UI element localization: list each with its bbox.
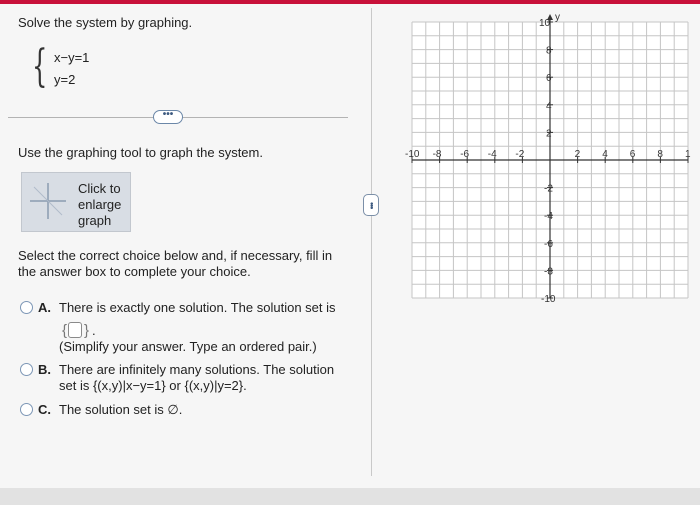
enlarge-label-line2: enlarge <box>78 197 122 212</box>
x-tick-label: -6 <box>460 149 470 160</box>
answer-period: . <box>92 323 96 338</box>
answer-input[interactable] <box>68 322 82 338</box>
x-tick-label: -10 <box>405 149 420 160</box>
choice-a-note: (Simplify your answer. Type an ordered pair.) <box>59 339 317 354</box>
brace-icon: { <box>32 41 48 92</box>
more-button[interactable]: ••• <box>153 110 183 124</box>
y-tick-label: -8 <box>544 266 553 278</box>
bottom-strip <box>0 488 700 505</box>
y-tick-label: -6 <box>544 238 553 250</box>
choice-a-radio[interactable] <box>20 301 33 314</box>
choice-b-text: There are infinitely many solutions. The solution <box>59 362 335 377</box>
y-tick-label: 6 <box>546 73 552 85</box>
y-tick-label: 8 <box>546 45 552 57</box>
y-axis-label: y <box>555 14 560 23</box>
y-tick-label: 4 <box>546 100 552 112</box>
x-tick-label: 4 <box>602 149 608 160</box>
enlarge-label <box>78 181 121 229</box>
x-tick-label: -2 <box>515 149 525 160</box>
x-tick-label: 2 <box>574 149 581 160</box>
y-tick-label: -2 <box>544 183 553 195</box>
choice-b-text-2: set is {(x,y)|x−y=1} or {(x,y)|y=2}. <box>59 378 247 393</box>
enlarge-graph-button[interactable] <box>21 172 131 232</box>
enlarge-label-line3: graph <box>78 213 112 228</box>
x-tick-label: 1 <box>685 149 691 160</box>
svg-text:}: } <box>84 322 90 339</box>
coordinate-grid[interactable] <box>404 14 692 314</box>
graph-thumbnail-icon <box>28 181 68 221</box>
answer-box[interactable] <box>62 321 90 339</box>
graph-instruction: Use the graphing tool to graph the system. <box>18 145 263 160</box>
y-tick-label: -10 <box>541 294 556 305</box>
x-tick-label: 6 <box>629 149 636 160</box>
equation-2: y=2 <box>54 72 76 87</box>
y-tick-label: -4 <box>544 211 553 223</box>
y-tick-label: 10 <box>539 18 551 29</box>
choice-a-text: There is exactly one solution. The solution set is <box>59 300 336 315</box>
choice-b-radio[interactable] <box>20 363 33 376</box>
enlarge-label-line1: Click to <box>78 181 121 196</box>
choice-c-radio[interactable] <box>20 403 33 416</box>
choice-c-letter: C. <box>38 402 51 417</box>
y-tick-label: 2 <box>546 128 552 140</box>
x-tick-label: 8 <box>657 149 663 160</box>
choice-c-text: The solution set is ∅. <box>59 402 183 417</box>
question-prompt: Solve the system by graphing. <box>18 15 193 30</box>
x-tick-label: -8 <box>432 149 442 160</box>
equation-1: x−y=1 <box>54 50 90 65</box>
choice-b-letter: B. <box>38 362 51 377</box>
pane-resize-handle[interactable]: ••• <box>363 194 379 216</box>
pane-divider <box>371 8 372 476</box>
x-tick-label: -4 <box>487 149 497 160</box>
select-instruction: Select the correct choice below and, if necessary, fill in the answer box to complete your choice. <box>18 248 333 279</box>
svg-text:{: { <box>62 322 68 339</box>
choice-a-letter: A. <box>38 300 51 315</box>
